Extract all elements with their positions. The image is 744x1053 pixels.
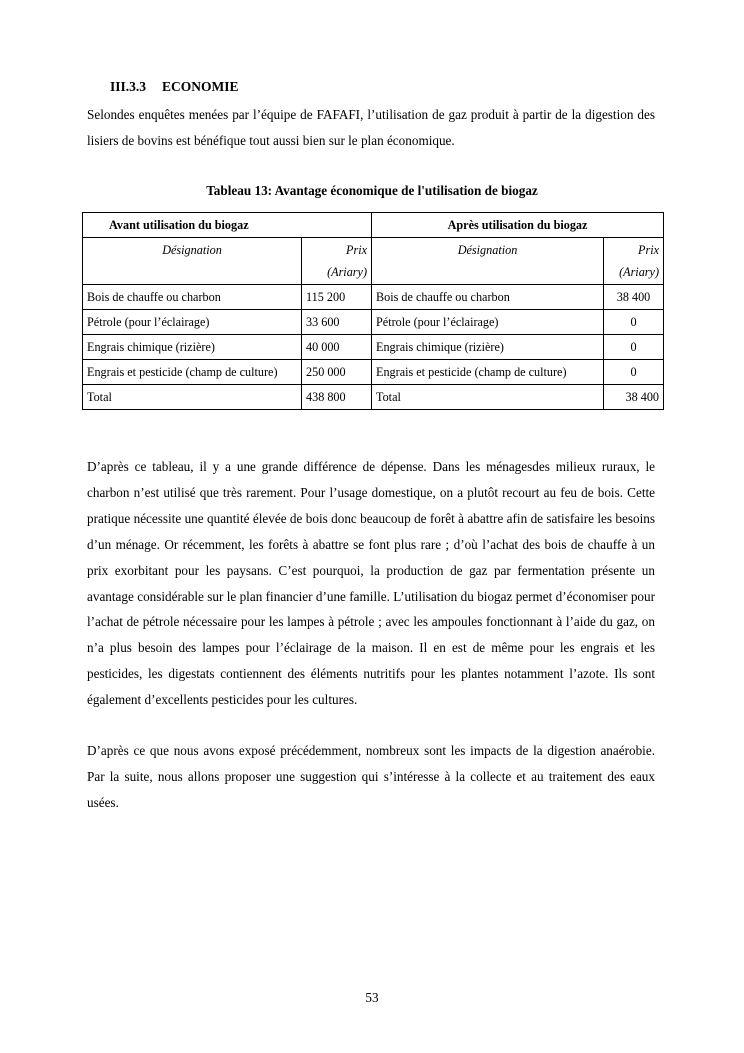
table-row xyxy=(83,285,664,310)
before-price: 115 200 xyxy=(302,285,372,310)
before-biogas-header: Avant utilisation du biogaz xyxy=(83,213,372,238)
table-column-header-row xyxy=(83,238,664,285)
before-total-label: Total xyxy=(83,385,302,410)
before-price: 40 000 xyxy=(302,335,372,360)
before-item: Engrais et pesticide (champ de culture) xyxy=(83,360,302,385)
table-row xyxy=(83,360,664,385)
table-total-row xyxy=(83,385,664,410)
before-item: Engrais chimique (rizière) xyxy=(83,335,302,360)
economic-comparison-table xyxy=(82,212,664,410)
section-number: III.3.3 xyxy=(110,79,147,94)
section-title: ECONOMIE xyxy=(162,79,239,94)
table-caption: Tableau 13: Avantage économique de l'utilisation de biogaz xyxy=(206,183,538,198)
table-group-header-row xyxy=(83,213,664,238)
analysis-paragraph: D’après ce tableau, il y a une grande différence de dépense. Dans les ménagesdes milieux ruraux, le charbon n’est utilisé que très rarement. Pour l’usage domestique, on a plutôt recourt au feu de bois. Cette pratique nécessite une quantité élevée de bois donc beaucoup de forêt à abattre afin de satisfaire les besoins d’un ménage. Or récemment, les forêts à abattre se font plus rare ; d’où l’achat des bois de chauffe à un prix exorbitant pour les paysans. C’est pourquoi, la production de gaz par fermentation présente un avantage considérable sur le plan financier d’une famille. L’utilisation du biogaz permet d’économiser pour l’achat de pétrole nécessaire pour les lampes à pétrole ; avec les ampoules fonctionnant à l’aide du gaz, on n’a plus besoin des lampes pour l’éclairage de la maison. Il en est de même pour les engrais et les pesticides, les digestats contiennent des éléments nutritifs pour les plantes notamment l’azote. Ils sont également d’excellents pesticides pour les cultures. xyxy=(87,459,655,708)
after-price: 0 xyxy=(604,310,664,335)
table-row xyxy=(83,335,664,360)
page-number: 53 xyxy=(365,990,379,1005)
after-price: 0 xyxy=(604,360,664,385)
after-item: Engrais et pesticide (champ de culture) xyxy=(372,360,604,385)
designation-header-before: Désignation xyxy=(83,238,302,285)
after-price: 0 xyxy=(604,335,664,360)
table-row xyxy=(83,310,664,335)
after-total-label: Total xyxy=(372,385,604,410)
conclusion-paragraph: D’après ce que nous avons exposé précédemment, nombreux sont les impacts de la digestion anaérobie. Par la suite, nous allons proposer une suggestion qui s’intéresse à la collecte et au traitement des eaux usées. xyxy=(87,743,655,810)
before-item: Bois de chauffe ou charbon xyxy=(83,285,302,310)
after-biogas-header: Après utilisation du biogaz xyxy=(372,213,664,238)
price-header-after: Prix (Ariary) xyxy=(604,238,664,285)
before-total-price: 438 800 xyxy=(302,385,372,410)
designation-header-after: Désignation xyxy=(372,238,604,285)
before-price: 250 000 xyxy=(302,360,372,385)
section-heading xyxy=(110,79,239,95)
price-header-before: Prix (Ariary) xyxy=(302,238,372,285)
after-item: Pétrole (pour l’éclairage) xyxy=(372,310,604,335)
after-price: 38 400 xyxy=(604,285,664,310)
before-item: Pétrole (pour l’éclairage) xyxy=(83,310,302,335)
intro-paragraph: Selondes enquêtes menées par l’équipe de FAFAFI, l’utilisation de gaz produit à partir de la digestion des lisiers de bovins est bénéfique tout aussi bien sur le plan économique. xyxy=(87,107,655,148)
after-total-price: 38 400 xyxy=(604,385,664,410)
before-price: 33 600 xyxy=(302,310,372,335)
after-item: Bois de chauffe ou charbon xyxy=(372,285,604,310)
after-item: Engrais chimique (rizière) xyxy=(372,335,604,360)
